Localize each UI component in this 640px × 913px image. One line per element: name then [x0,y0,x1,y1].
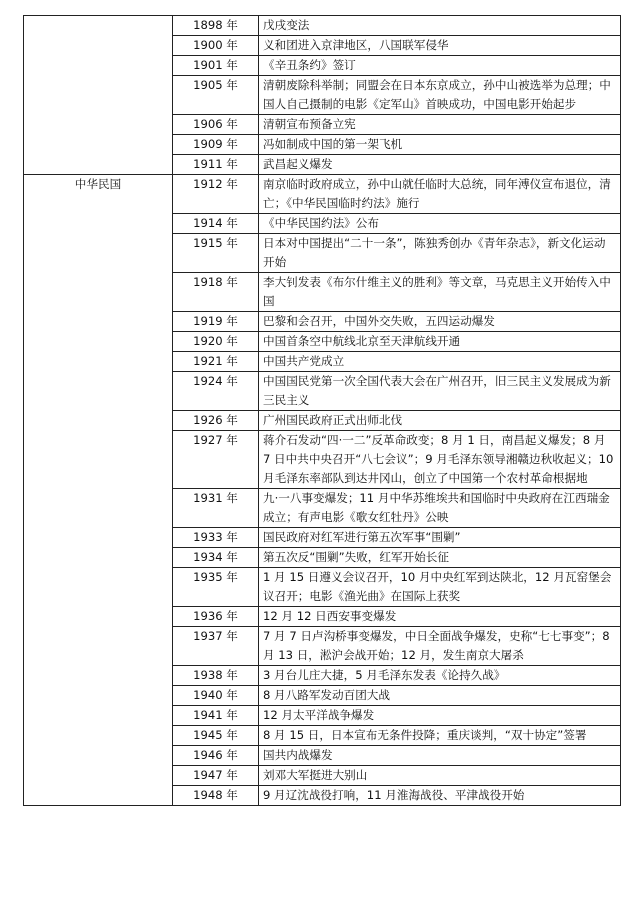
event-cell: 清朝宣布预备立宪 [259,115,621,135]
year-cell: 1947 年 [173,766,259,786]
year-cell: 1937 年 [173,627,259,666]
history-timeline-table [23,15,621,806]
year-cell: 1909 年 [173,135,259,155]
timeline-body [24,16,621,806]
year-cell: 1924 年 [173,372,259,411]
year-cell: 1914 年 [173,214,259,234]
event-cell: 清朝废除科举制；同盟会在日本东京成立，孙中山被选举为总理；中国人自己摄制的电影《定军山》首映成功，中国电影开始起步 [259,76,621,115]
year-cell: 1931 年 [173,489,259,528]
year-cell: 1921 年 [173,352,259,372]
event-cell: 7 月 7 日卢沟桥事变爆发，中日全面战争爆发，史称“七七事变”；8 月 13 日，淞沪会战开始；12 月，发生南京大屠杀 [259,627,621,666]
event-cell: 8 月八路军发动百团大战 [259,686,621,706]
timeline-row [24,175,621,214]
year-cell: 1905 年 [173,76,259,115]
event-cell: 广州国民政府正式出师北伐 [259,411,621,431]
event-cell: 国民政府对红军进行第五次军事“围剿” [259,528,621,548]
year-cell: 1941 年 [173,706,259,726]
year-cell: 1900 年 [173,36,259,56]
event-cell: 中国国民党第一次全国代表大会在广州召开，旧三民主义发展成为新三民主义 [259,372,621,411]
year-cell: 1912 年 [173,175,259,214]
year-cell: 1948 年 [173,786,259,806]
event-cell: 1 月 15 日遵义会议召开，10 月中央红军到达陕北，12 月瓦窑堡会议召开；电影《渔光曲》在国际上获奖 [259,568,621,607]
event-cell: 第五次反“围剿”失败，红军开始长征 [259,548,621,568]
event-cell: 12 月太平洋战争爆发 [259,706,621,726]
event-cell: 九·一八事变爆发；11 月中华苏维埃共和国临时中央政府在江西瑞金成立；有声电影《歌女红牡丹》公映 [259,489,621,528]
period-cell: 中华民国 [24,175,173,806]
year-cell: 1946 年 [173,746,259,766]
event-cell: 冯如制成中国的第一架飞机 [259,135,621,155]
event-cell: 蒋介石发动“四·一二”反革命政变；8 月 1 日，南昌起义爆发；8 月 7 日中共中央召开“八七会议”；9 月毛泽东领导湘赣边秋收起义；10 月毛泽东率部队到达井冈山，创立了中国第一个农村革命根据地 [259,431,621,489]
event-cell: 国共内战爆发 [259,746,621,766]
year-cell: 1911 年 [173,155,259,175]
event-cell: 《辛丑条约》签订 [259,56,621,76]
event-cell: 12 月 12 日西安事变爆发 [259,607,621,627]
event-cell: 武昌起义爆发 [259,155,621,175]
event-cell: 义和团进入京津地区，八国联军侵华 [259,36,621,56]
event-cell: 李大钊发表《布尔什维主义的胜利》等文章，马克思主义开始传入中国 [259,273,621,312]
year-cell: 1940 年 [173,686,259,706]
timeline-row [24,16,621,36]
year-cell: 1936 年 [173,607,259,627]
event-cell: 9 月辽沈战役打响，11 月淮海战役、平津战役开始 [259,786,621,806]
event-cell: 3 月台儿庄大捷，5 月毛泽东发表《论持久战》 [259,666,621,686]
year-cell: 1927 年 [173,431,259,489]
event-cell: 中国共产党成立 [259,352,621,372]
year-cell: 1919 年 [173,312,259,332]
event-cell: 戊戌变法 [259,16,621,36]
year-cell: 1938 年 [173,666,259,686]
year-cell: 1901 年 [173,56,259,76]
year-cell: 1918 年 [173,273,259,312]
period-cell [24,16,173,175]
event-cell: 《中华民国约法》公布 [259,214,621,234]
event-cell: 8 月 15 日，日本宣布无条件投降；重庆谈判，“双十协定”签署 [259,726,621,746]
year-cell: 1915 年 [173,234,259,273]
event-cell: 日本对中国提出“二十一条”，陈独秀创办《青年杂志》，新文化运动开始 [259,234,621,273]
year-cell: 1920 年 [173,332,259,352]
year-cell: 1933 年 [173,528,259,548]
event-cell: 中国首条空中航线北京至天津航线开通 [259,332,621,352]
year-cell: 1945 年 [173,726,259,746]
year-cell: 1906 年 [173,115,259,135]
year-cell: 1926 年 [173,411,259,431]
event-cell: 巴黎和会召开，中国外交失败，五四运动爆发 [259,312,621,332]
year-cell: 1935 年 [173,568,259,607]
event-cell: 刘邓大军挺进大别山 [259,766,621,786]
event-cell: 南京临时政府成立，孙中山就任临时大总统，同年溥仪宣布退位，清亡；《中华民国临时约法》施行 [259,175,621,214]
year-cell: 1898 年 [173,16,259,36]
year-cell: 1934 年 [173,548,259,568]
